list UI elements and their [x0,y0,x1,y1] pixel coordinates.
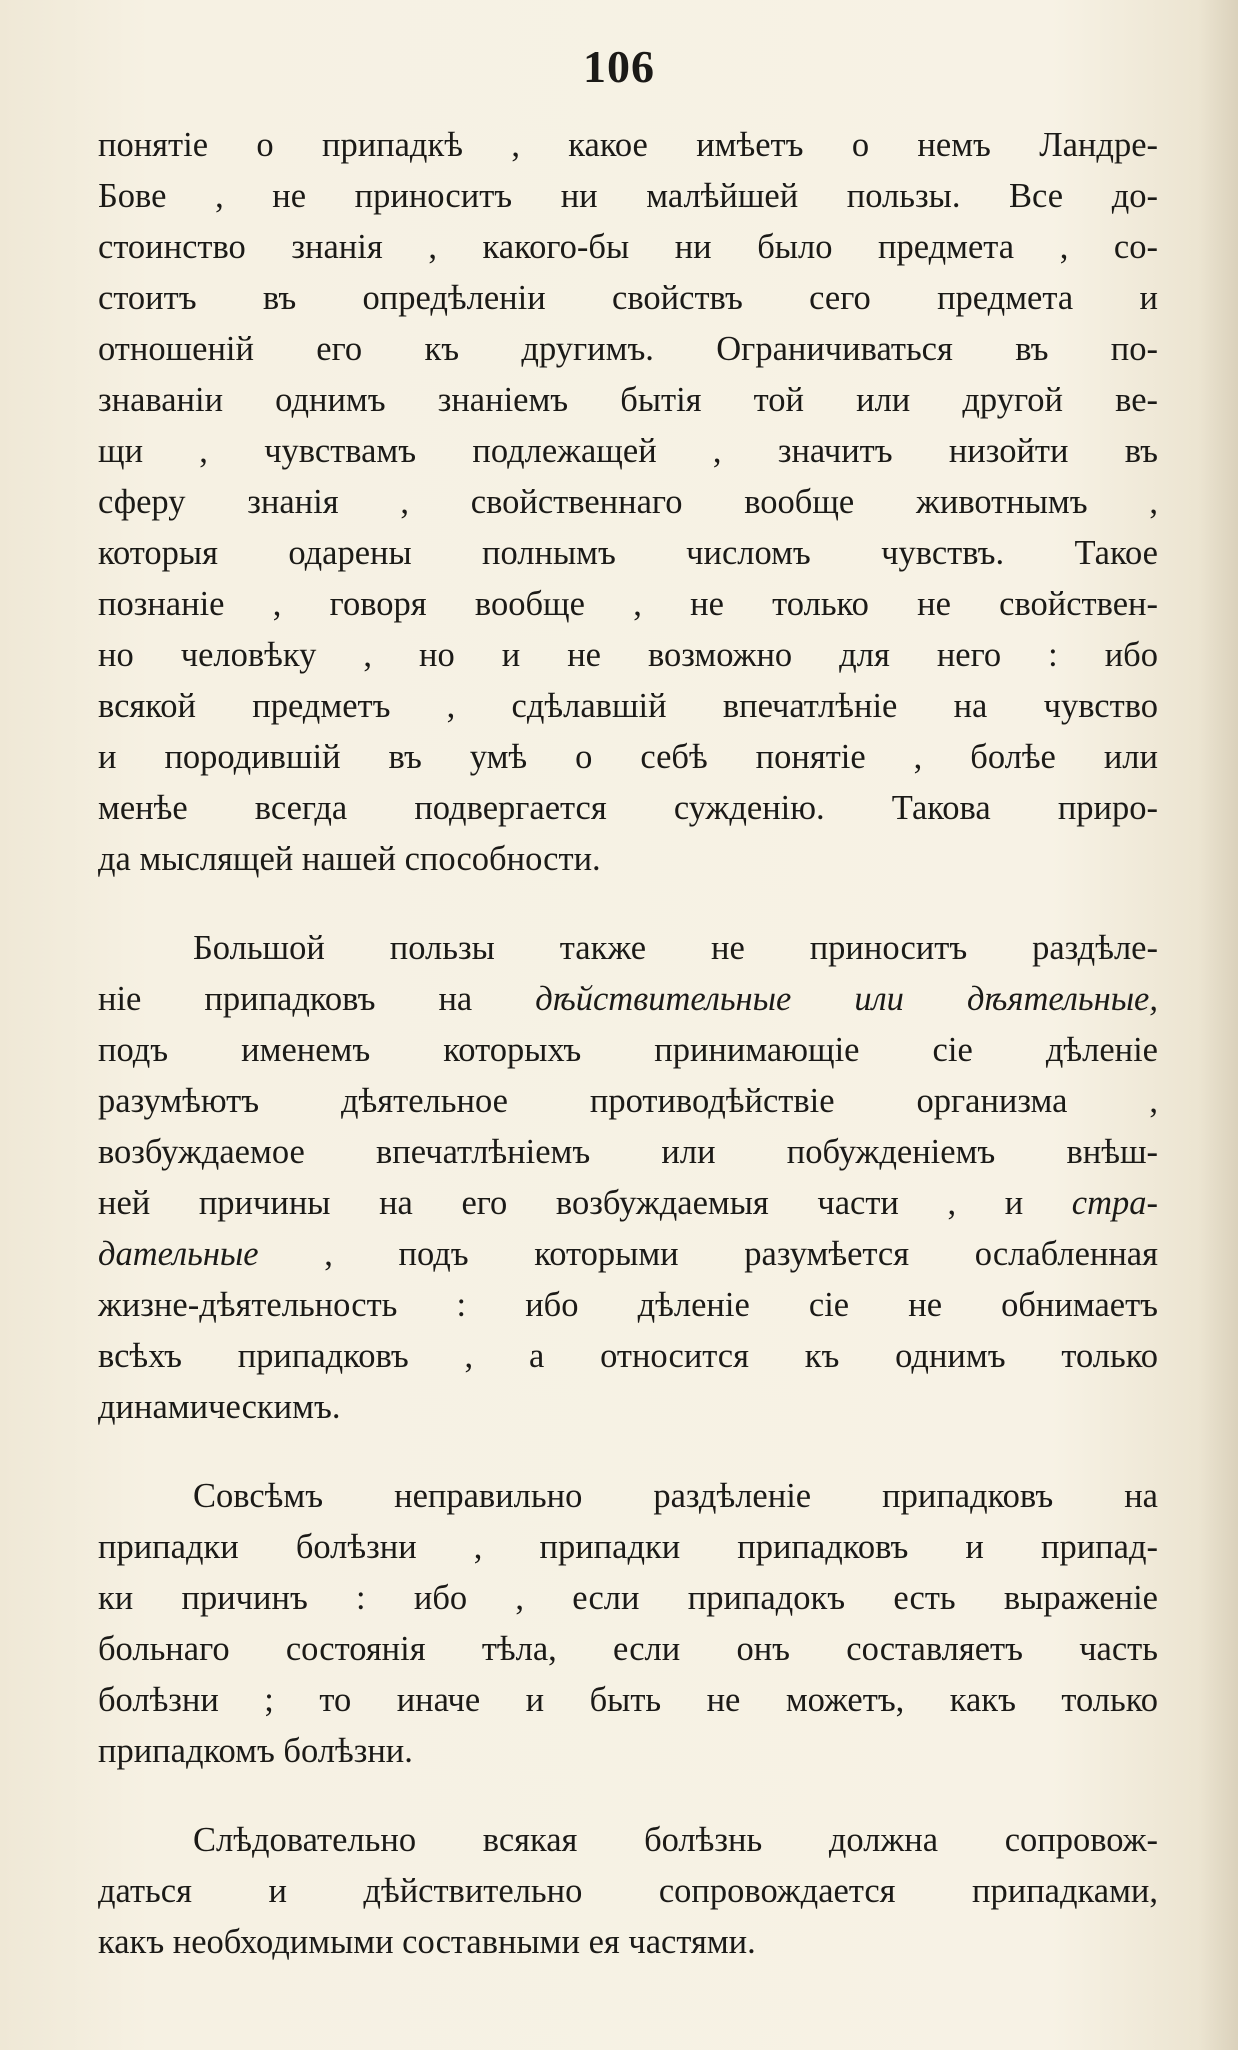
text-line: Большой пользы также не приноситъ раздѣле- [193,929,1158,967]
text-run: ней причины на его возбуждаемыя части , и [98,1184,1072,1222]
text-line: динамическимъ. [98,1388,341,1426]
text-line [98,974,1158,1025]
paragraph-gap [98,885,1158,923]
paragraph-1 [98,120,1158,885]
text-line: стоинство знанія , какого-бы ни было предмета , со- [98,228,1158,266]
text-line: какъ необходимыми составными ея частями. [98,1923,756,1961]
italic-term: стра- [1071,1184,1158,1222]
text-line: но человѣку , но и не возможно для него : ибо [98,636,1158,674]
text-line: припадкомъ болѣзни. [98,1732,413,1770]
text-line: всякой предметъ , сдѣлавшій впечатлѣніе на чувство [98,687,1158,725]
text-run: ніе припадковъ на [98,980,536,1018]
text-line: стоитъ въ опредѣленіи свойствъ сего предмета и [98,279,1158,317]
italic-term: дательные [98,1235,259,1273]
text-run: , подъ которыми разумѣется ослабленная [258,1235,1158,1273]
italic-term: дѣйствительные или дѣятельные, [535,980,1158,1018]
text-line: болѣзни ; то иначе и быть не можетъ, какъ только [98,1681,1158,1719]
spine-shadow [1198,0,1238,2050]
page-number: 106 [583,41,655,92]
text-line: менѣе всегда подвергается сужденію. Такова приро- [98,789,1158,827]
text-line: разумѣютъ дѣятельное противодѣйствіе организма , [98,1082,1158,1120]
text-line: возбуждаемое впечатлѣніемъ или побужденіемъ внѣш- [98,1133,1158,1171]
text-line: да мыслящей нашей способности. [98,840,601,878]
paragraph-gap [98,1777,1158,1815]
paragraph-3 [98,1471,1158,1777]
text-line: больнаго состоянія тѣла, если онъ составляетъ часть [98,1630,1158,1668]
text-line: жизне-дѣятельность : ибо дѣленіе сіе не обнимаетъ [98,1286,1158,1324]
paragraph-2 [98,923,1158,1433]
text-line: припадки болѣзни , припадки припадковъ и припад- [98,1528,1158,1566]
text-line: всѣхъ припадковъ , а относится къ однимъ только [98,1337,1158,1375]
text-line: даться и дѣйствительно сопровождается припадками, [98,1872,1158,1910]
text-line: щи , чувствамъ подлежащей , значитъ низойти въ [98,432,1158,470]
paragraph-4 [98,1815,1158,1968]
text-line: сферу знанія , свойственнаго вообще животнымъ , [98,483,1158,521]
text-line: ки причинъ : ибо , если припадокъ есть выраженіе [98,1579,1158,1617]
text-line: Бове , не приноситъ ни малѣйшей пользы. Все до- [98,177,1158,215]
text-line: знаваніи однимъ знаніемъ бытія той или другой ве- [98,381,1158,419]
text-line: которыя одарены полнымъ числомъ чувствъ. Такое [98,534,1158,572]
text-line: и породившій въ умѣ о себѣ понятіе , болѣе или [98,738,1158,776]
text-line: Совсѣмъ неправильно раздѣленіе припадковъ на [193,1477,1158,1515]
text-line [98,1229,1158,1280]
text-block [98,120,1158,1968]
text-line: Слѣдовательно всякая болѣзнь должна сопровож- [193,1821,1158,1859]
text-line: отношеній его къ другимъ. Ограничиваться въ по- [98,330,1158,368]
text-line: подъ именемъ которыхъ принимающіе сіе дѣленіе [98,1031,1158,1069]
text-line: понятіе о припадкѣ , какое имѣетъ о немъ Ландре- [98,126,1158,164]
text-line [98,1178,1158,1229]
paragraph-gap [98,1433,1158,1471]
text-line: познаніе , говоря вообще , не только не свойствен- [98,585,1158,623]
